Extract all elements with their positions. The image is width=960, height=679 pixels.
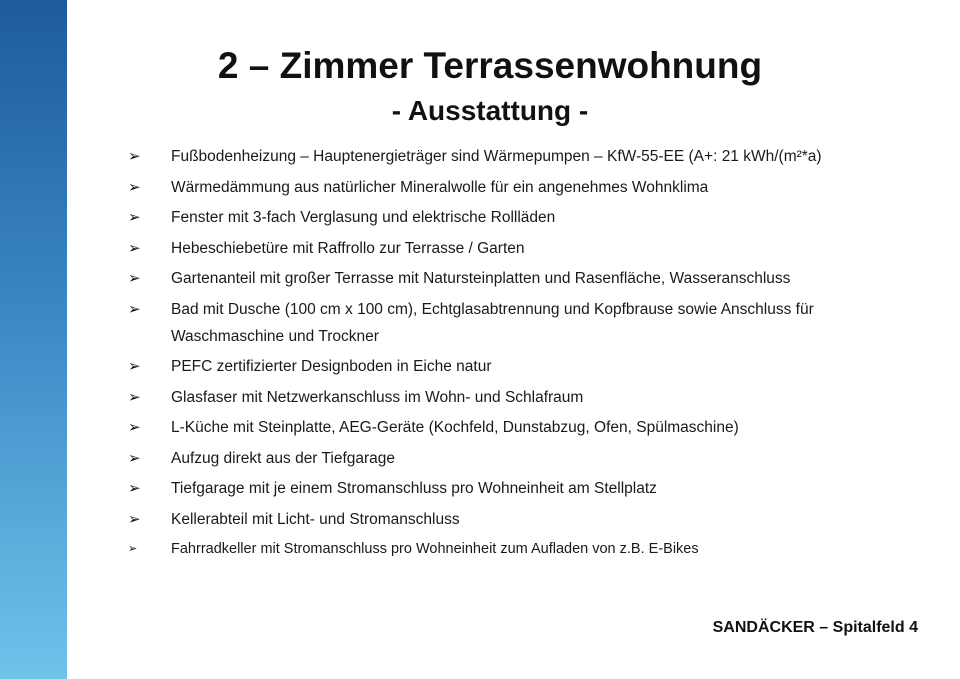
feature-text: Aufzug direkt aus der Tiefgarage xyxy=(171,449,396,467)
feature-item xyxy=(128,235,928,262)
feature-text: Wärmedämmung aus natürlicher Mineralwolle für ein angenehmes Wohnklima xyxy=(171,178,709,196)
feature-text: L-Küche mit Steinplatte, AEG-Geräte (Kochfeld, Dunstabzug, Ofen, Spülmaschine) xyxy=(171,419,739,436)
feature-item xyxy=(128,353,928,380)
feature-text: Glasfaser mit Netzwerkanschluss im Wohn- und Schlafraum xyxy=(171,388,584,406)
feature-text: Tiefgarage mit je einem Stromanschluss pro Wohneinheit am Stellplatz xyxy=(171,480,657,497)
feature-text: Hebeschiebetüre mit Raffrollo zur Terrasse / Garten xyxy=(171,239,525,257)
feature-list xyxy=(128,143,928,567)
feature-item xyxy=(128,143,928,170)
arrowhead-bullet-icon: ➢ xyxy=(128,388,141,406)
page-title: 2 – Zimmer Terrassenwohnung xyxy=(217,45,763,86)
decorative-sidebar xyxy=(0,0,67,679)
arrowhead-bullet-icon: ➢ xyxy=(128,239,141,257)
feature-text: Fußbodenheizung – Hauptenergieträger sind Wärmepumpen – KfW-55-EE (A+: 21 kWh/(m²*a) xyxy=(171,148,822,165)
footer-location-label: SANDÄCKER – Spitalfeld 4 xyxy=(712,619,918,636)
arrowhead-bullet-icon: ➢ xyxy=(128,419,141,436)
feature-text: Fenster mit 3-fach Verglasung und elektrische Rollläden xyxy=(171,209,556,226)
feature-item xyxy=(128,174,928,201)
feature-item xyxy=(128,204,928,231)
arrowhead-bullet-icon: ➢ xyxy=(128,543,138,555)
feature-text: Gartenanteil mit großer Terrasse mit Natursteinplatten und Rasenfläche, Wasseranschluss xyxy=(171,270,791,287)
arrowhead-bullet-icon: ➢ xyxy=(128,480,141,497)
arrowhead-bullet-icon: ➢ xyxy=(128,270,141,287)
arrowhead-bullet-icon: ➢ xyxy=(128,178,141,196)
feature-item xyxy=(128,475,928,502)
feature-text: PEFC zertifizierter Designboden in Eiche natur xyxy=(171,358,492,375)
arrowhead-bullet-icon: ➢ xyxy=(128,449,141,467)
feature-item xyxy=(128,536,928,563)
arrowhead-bullet-icon: ➢ xyxy=(128,358,141,375)
page-subtitle: - Ausstattung - xyxy=(391,95,589,126)
feature-item xyxy=(128,384,928,411)
feature-item xyxy=(128,296,928,350)
feature-text: Fahrradkeller mit Stromanschluss pro Wohneinheit zum Aufladen von z.B. E-Bikes xyxy=(171,541,699,557)
arrowhead-bullet-icon: ➢ xyxy=(128,510,141,528)
arrowhead-bullet-icon: ➢ xyxy=(128,209,141,226)
arrowhead-bullet-icon: ➢ xyxy=(128,148,141,165)
feature-item xyxy=(128,265,928,292)
arrowhead-bullet-icon: ➢ xyxy=(128,300,141,318)
feature-text: Bad mit Dusche (100 cm x 100 cm), Echtglasabtrennung und Kopfbrause sowie Anschluss für Waschmaschine und Trockner xyxy=(171,300,814,345)
feature-item xyxy=(128,445,928,472)
feature-item xyxy=(128,506,928,533)
feature-item xyxy=(128,414,928,441)
feature-text: Kellerabteil mit Licht- und Stromanschluss xyxy=(171,510,460,528)
